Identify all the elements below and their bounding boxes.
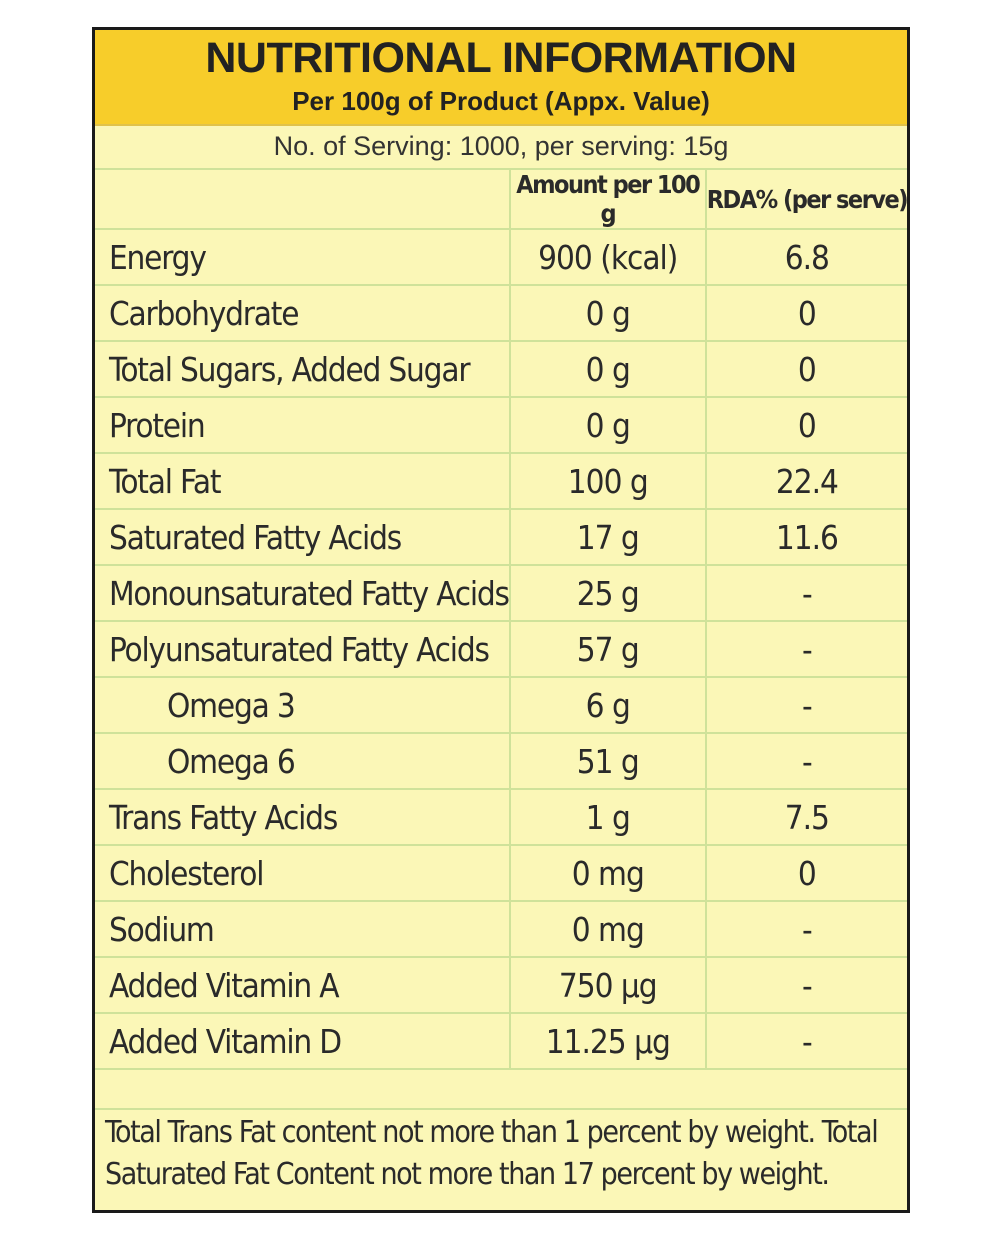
nutrient-name: Protein <box>95 397 510 453</box>
label-header <box>95 30 907 126</box>
nutrient-rda: 0 <box>706 845 907 901</box>
nutrient-name: Sodium <box>95 901 510 957</box>
nutrient-name: Cholesterol <box>95 845 510 901</box>
column-header-rda: RDA% (per serve) <box>706 170 907 229</box>
nutrient-rda: 7.5 <box>706 789 907 845</box>
nutrient-amount: 6 g <box>510 677 706 733</box>
column-header-nutrient <box>95 170 510 229</box>
nutrient-rda: 0 <box>706 397 907 453</box>
nutrient-name: Total Fat <box>95 453 510 509</box>
nutrient-rda: 6.8 <box>706 229 907 285</box>
nutrient-amount: 57 g <box>510 621 706 677</box>
nutrient-name: Total Sugars, Added Sugar <box>95 341 510 397</box>
nutrient-rda: 22.4 <box>706 453 907 509</box>
table-row <box>95 677 907 733</box>
table-row <box>95 845 907 901</box>
nutrient-amount: 0 mg <box>510 901 706 957</box>
table-row <box>95 453 907 509</box>
table-row <box>95 789 907 845</box>
table-row <box>95 957 907 1013</box>
table-row <box>95 1013 907 1069</box>
table-row <box>95 341 907 397</box>
nutrition-label <box>92 27 910 1213</box>
nutrient-rda: - <box>706 621 907 677</box>
table-row <box>95 285 907 341</box>
table-row <box>95 397 907 453</box>
table-row <box>95 565 907 621</box>
nutrient-rda: - <box>706 677 907 733</box>
nutrient-amount: 17 g <box>510 509 706 565</box>
label-title: NUTRITIONAL INFORMATION <box>205 34 797 82</box>
nutrient-name: Added Vitamin D <box>95 1013 510 1069</box>
nutrient-amount: 100 g <box>510 453 706 509</box>
nutrient-name: Trans Fatty Acids <box>95 789 510 845</box>
nutrient-rda: 0 <box>706 285 907 341</box>
label-subtitle: Per 100g of Product (Appx. Value) <box>292 86 710 116</box>
nutrient-rda: - <box>706 565 907 621</box>
nutrient-rda: - <box>706 901 907 957</box>
table-row <box>95 621 907 677</box>
nutrient-name: Omega 6 <box>95 733 510 789</box>
nutrient-rda: - <box>706 1013 907 1069</box>
nutrient-rda: 11.6 <box>706 509 907 565</box>
nutrient-name: Omega 3 <box>95 677 510 733</box>
nutrient-name: Added Vitamin A <box>95 957 510 1013</box>
nutrient-name: Polyunsaturated Fatty Acids <box>95 621 510 677</box>
nutrient-amount: 0 g <box>510 341 706 397</box>
nutrient-name: Monounsaturated Fatty Acids <box>95 565 510 621</box>
nutrient-name: Saturated Fatty Acids <box>95 509 510 565</box>
nutrient-rda: - <box>706 957 907 1013</box>
nutrient-amount: 0 mg <box>510 845 706 901</box>
nutrient-amount: 0 g <box>510 397 706 453</box>
table-row <box>95 509 907 565</box>
nutrition-table <box>95 170 907 1070</box>
nutrient-name: Carbohydrate <box>95 285 510 341</box>
nutrient-amount: 1 g <box>510 789 706 845</box>
nutrient-rda: - <box>706 733 907 789</box>
nutrient-amount: 750 µg <box>510 957 706 1013</box>
serving-info: No. of Serving: 1000, per serving: 15g <box>95 124 907 170</box>
nutrient-amount: 51 g <box>510 733 706 789</box>
nutrient-amount: 0 g <box>510 285 706 341</box>
table-row <box>95 733 907 789</box>
footnote-text: Total Trans Fat content not more than 1 percent by weight. Total Saturated Fat Content not more than 17 percent by weight. <box>105 1115 878 1192</box>
nutrient-amount: 11.25 µg <box>510 1013 706 1069</box>
column-header-amount: Amount per 100 g <box>510 170 706 229</box>
footnote-divider <box>95 1108 907 1110</box>
table-header-row <box>95 170 907 229</box>
nutrient-name: Energy <box>95 229 510 285</box>
nutrient-amount: 900 (kcal) <box>510 229 706 285</box>
table-row <box>95 901 907 957</box>
nutrient-amount: 25 g <box>510 565 706 621</box>
nutrient-rda: 0 <box>706 341 907 397</box>
table-row <box>95 229 907 285</box>
